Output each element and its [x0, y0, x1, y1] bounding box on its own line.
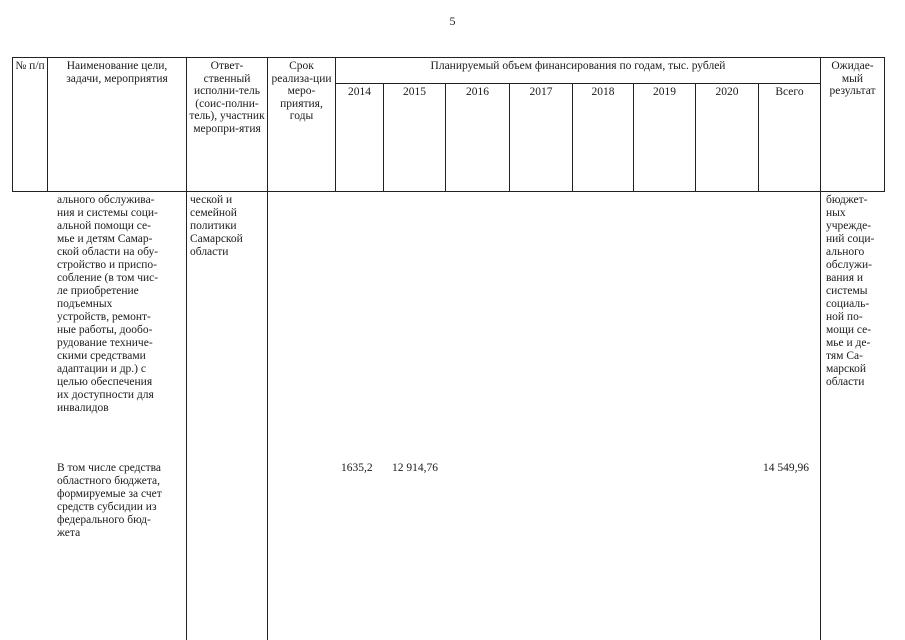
row2-name	[57, 462, 182, 540]
header-year: 2014	[336, 84, 384, 192]
text-line: областного бюджета,	[57, 475, 161, 487]
text-line: ального обслужива-	[57, 194, 155, 206]
text-line: ле приобретение	[57, 285, 139, 297]
text-line: ные работы, дообо-	[57, 324, 153, 336]
text-line: учрежде-	[826, 220, 872, 232]
text-line: средств субсидии из	[57, 501, 157, 513]
header-year: 2020	[696, 84, 759, 192]
text-line: устройств, ремонт-	[57, 311, 151, 323]
text-line: ческой и	[190, 194, 233, 206]
text-line: мощи се-	[826, 324, 872, 336]
header-responsible: Ответ-ственный исполни-тель (соис-полни-тель), участник меропри-ятия	[187, 58, 268, 192]
text-line: собление (в том чис-	[57, 272, 159, 284]
header-table	[12, 57, 885, 192]
header-planned-financing: Планируемый объем финансирования по годам, тыс. рублей	[336, 58, 821, 84]
header-year: 2019	[634, 84, 696, 192]
column-divider	[820, 192, 821, 640]
text-line: рудование техниче-	[57, 337, 153, 349]
header-number: № п/п	[13, 58, 48, 192]
text-line: семейной	[190, 207, 237, 219]
text-line: ний соци-	[826, 233, 875, 245]
text-line: вания и	[826, 272, 864, 284]
text-line: ной по-	[826, 311, 863, 323]
text-line: В том числе средства	[57, 462, 162, 474]
header-total: Всего	[759, 84, 821, 192]
value-2014: 1635,2	[341, 462, 373, 474]
column-divider	[267, 192, 268, 640]
text-line: адаптации и др.) с	[57, 363, 146, 375]
row1-name	[57, 194, 179, 415]
page-number: 5	[449, 14, 456, 28]
header-year: 2018	[573, 84, 634, 192]
header-year: 2017	[510, 84, 573, 192]
text-line: политики	[190, 220, 237, 232]
text-line: ской области на обу-	[57, 246, 159, 258]
text-line: ального	[826, 246, 865, 258]
text-line: жета	[57, 527, 81, 539]
text-line: инвалидов	[57, 402, 109, 414]
text-line: подъемных	[57, 298, 113, 310]
text-line: марской	[826, 363, 867, 375]
text-line: системы	[826, 285, 868, 297]
header-year: 2016	[446, 84, 510, 192]
text-line: ных	[826, 207, 846, 219]
text-line: области	[190, 246, 229, 258]
text-line: их доступности для	[57, 389, 154, 401]
text-line: тям Са-	[826, 350, 863, 362]
text-line: альной помощи се-	[57, 220, 151, 232]
text-line: Самарской	[190, 233, 243, 245]
text-line: социаль-	[826, 298, 870, 310]
text-line: обслужи-	[826, 259, 872, 271]
row1-result	[826, 194, 884, 389]
text-line: ния и системы соци-	[57, 207, 158, 219]
value-2015: 12 914,76	[392, 462, 438, 474]
row1-responsible	[190, 194, 252, 259]
header-result: Ожидае-мый результат	[821, 58, 885, 192]
text-line: бюджет-	[826, 194, 868, 206]
text-line: скими средствами	[57, 350, 146, 362]
column-divider	[186, 192, 187, 640]
value-total: 14 549,96	[763, 462, 809, 474]
text-line: формируемые за счет	[57, 488, 162, 500]
text-line: мье и детям Самар-	[57, 233, 153, 245]
text-line: стройство и приспо-	[57, 259, 157, 271]
text-line: области	[826, 376, 865, 388]
header-year: 2015	[384, 84, 446, 192]
text-line: целью обеспечения	[57, 376, 153, 388]
text-line: федерального бюд-	[57, 514, 151, 526]
text-line: мье и де-	[826, 337, 871, 349]
header-term: Срок реализа-ции меро-приятия, годы	[268, 58, 336, 192]
header-name: Наименование цели, задачи, мероприятия	[48, 58, 187, 192]
